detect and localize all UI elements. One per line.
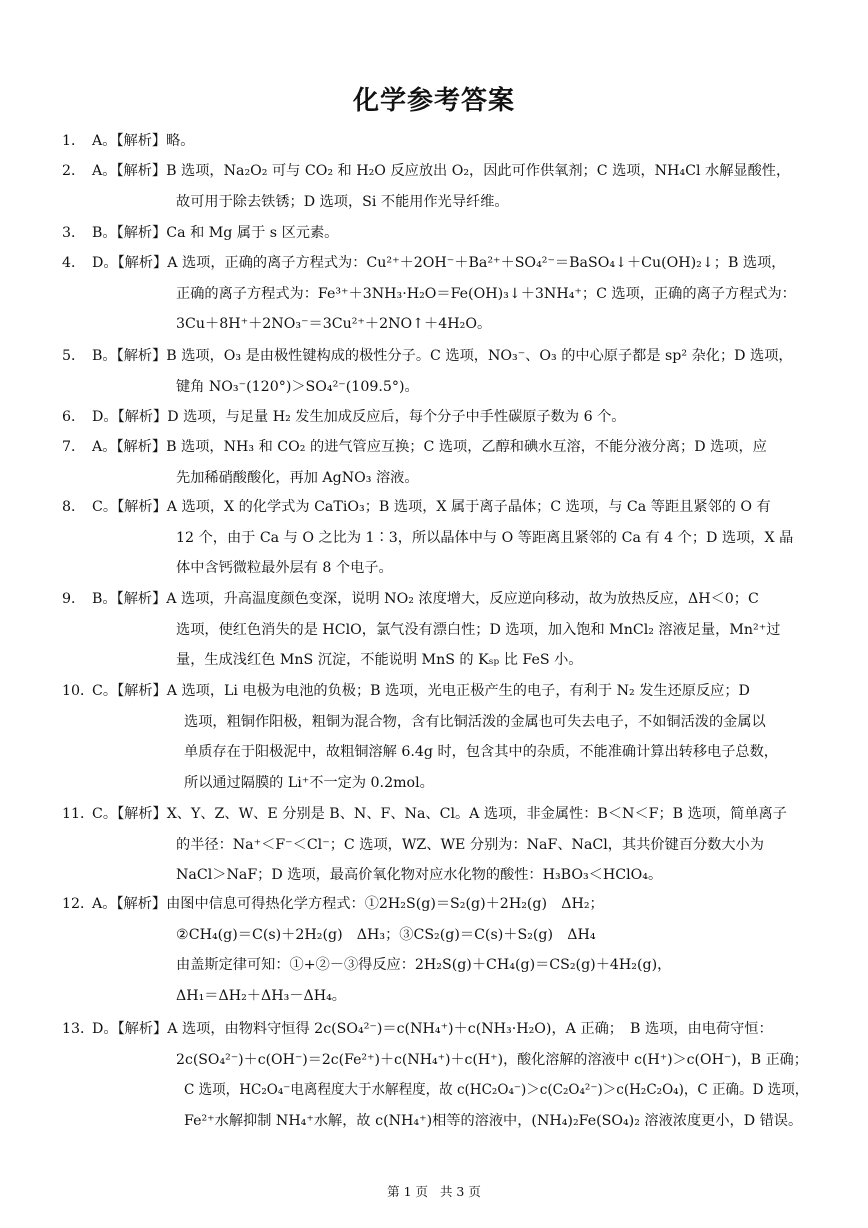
answer-line: 先加稀硝酸酸化，再加 AgNO₃ 溶液。 <box>176 469 419 486</box>
page-total: 共 3 页 <box>439 1184 481 1199</box>
answer-line: D。【解析】A 选项，正确的离子方程式为：Cu²⁺＋2OH⁻＋Ba²⁺＋SO₄²⁻＝BaSO₄↓＋Cu(OH)₂↓；B 选项， <box>92 255 786 271</box>
answer-line: A。【解析】B 选项，Na₂O₂ 可与 CO₂ 和 H₂O 反应放出 O₂，因此可作供氧剂；C 选项，NH₄Cl 水解显酸性， <box>92 163 791 179</box>
answer-number: 10． <box>62 683 95 699</box>
answer-line: 的半径：Na⁺＜F⁻＜Cl⁻；C 选项，WZ、WE 分别为：NaF、NaCl，其共价键百分数大小为 <box>176 836 764 853</box>
answer-line: 由盖斯定律可知：①+②－③得反应：2H₂S(g)＋CH₄(g)＝CS₂(g)＋4H₂(g)， <box>176 957 672 973</box>
answer-number: 4． <box>62 255 86 271</box>
answer-line: 所以通过隔膜的 Li⁺不一定为 0.2mol。 <box>184 774 434 791</box>
answer-number: 13． <box>62 1021 95 1037</box>
answer-line: 12 个，由于 Ca 与 O 之比为 1∶3，所以晶体中与 O 等距离且紧邻的 Ca 有 4 个；D 选项，X 晶 <box>176 529 794 546</box>
answer-line: 故可用于除去铁锈；D 选项，Si 不能用作光导纤维。 <box>176 193 509 210</box>
answer-line: NaCl＞NaF；D 选项，最高价氧化物对应水化物的酸性：H₃BO₃＜HClO₄。 <box>176 867 663 883</box>
answer-number: 6． <box>62 409 86 425</box>
answer-line: 体中含钙微粒最外层有 8 个电子。 <box>176 560 393 576</box>
answer-line: A。【解析】由图中信息可得热化学方程式：①2H₂S(g)＝S₂(g)＋2H₂(g) ΔH₂； <box>92 896 604 912</box>
answer-number: 8． <box>62 499 86 515</box>
page-title: 化学参考答案 <box>352 86 515 116</box>
answer-line: 选项，粗铜作阳极，粗铜为混合物，含有比铜活泼的金属也可失去电子，不如铜活泼的金属以 <box>184 713 766 730</box>
answer-number: 2． <box>62 163 86 179</box>
answer-line: D。【解析】D 选项，与足量 H₂ 发生加成反应后，每个分子中手性碳原子数为 6 个。 <box>92 409 626 425</box>
answer-line: C。【解析】X、Y、Z、W、E 分别是 B、N、F、Na、Cl。A 选项，非金属性：B＜N＜F；B 选项，简单离子 <box>92 806 787 822</box>
answer-line: B。【解析】B 选项，O₃ 是由极性键构成的极性分子。C 选项，NO₃⁻、O₃ 的中心原子都是 sp² 杂化；D 选项， <box>92 348 793 364</box>
page-number: 第 1 页 <box>387 1184 429 1199</box>
answer-number: 5． <box>62 348 86 364</box>
answer-line: A。【解析】略。 <box>92 133 195 149</box>
answer-line: C 选项，HC₂O₄⁻电离程度大于水解程度，故 c(HC₂O₄⁻)＞c(C₂O₄²⁻)＞c(H₂C₂O₄)，C 正确。D 选项， <box>184 1082 809 1098</box>
answer-line: 2c(SO₄²⁻)＋c(OH⁻)＝2c(Fe²⁺)＋c(NH₄⁺)＋c(H⁺)，酸化溶解的溶液中 c(H⁺)＞c(OH⁻)，B 正确； <box>176 1051 808 1068</box>
answer-line: D。【解析】A 选项，由物料守恒得 2c(SO₄²⁻)＝c(NH₄⁺)＋c(NH₃·H₂O)，A 正确； B 选项，由电荷守恒： <box>92 1021 773 1037</box>
answer-number: 3． <box>62 225 86 241</box>
answer-line: 选项，使红色消失的是 HClO，氯气没有漂白性；D 选项，加入饱和 MnCl₂ 溶液足量，Mn²⁺过 <box>176 621 781 638</box>
answer-line: 单质存在于阳极泥中，故粗铜溶解 6.4g 时，包含其中的杂质，不能准确计算出转移电子总数， <box>184 744 778 760</box>
answer-line: A。【解析】B 选项，NH₃ 和 CO₂ 的进气管应互换；C 选项，乙醇和碘水互溶，不能分液分离；D 选项，应 <box>92 439 767 455</box>
answer-number: 1． <box>62 133 86 149</box>
answer-line: C。【解析】A 选项，Li 电极为电池的负极；B 选项，光电正极产生的电子，有利于 N₂ 发生还原反应；D <box>92 683 750 699</box>
answer-line: B。【解析】A 选项，升高温度颜色变深，说明 NO₂ 浓度增大，反应逆向移动，故为放热反应，ΔH＜0；C <box>92 591 759 607</box>
answer-number: 7． <box>62 439 86 455</box>
answer-line: 键角 NO₃⁻(120°)＞SO₄²⁻(109.5°)。 <box>176 378 419 395</box>
answer-line: 量，生成浅红色 MnS 沉淀，不能说明 MnS 的 Kₛₚ 比 FeS 小。 <box>176 652 583 668</box>
answer-line: 3Cu＋8H⁺＋2NO₃⁻＝3Cu²⁺＋2NO↑＋4H₂O。 <box>176 316 492 332</box>
answer-number: 12． <box>62 896 95 912</box>
answer-line: ②CH₄(g)＝C(s)＋2H₂(g) ΔH₃；③CS₂(g)＝C(s)＋S₂(g) ΔH₄ <box>176 926 596 943</box>
answer-number: 11． <box>62 806 95 822</box>
answer-line: B。【解析】Ca 和 Mg 属于 s 区元素。 <box>92 225 339 241</box>
answer-line: ΔH₁＝ΔH₂＋ΔH₃－ΔH₄。 <box>176 987 346 1004</box>
page-footer <box>0 1182 868 1200</box>
answer-line: C。【解析】A 选项，X 的化学式为 CaTiO₃；B 选项，X 属于离子晶体；C 选项，与 Ca 等距且紧邻的 O 有 <box>92 499 771 515</box>
answer-line: Fe²⁺水解抑制 NH₄⁺水解，故 c(NH₄⁺)相等的溶液中，(NH₄)₂Fe(SO₄)₂ 溶液浓度更小，D 错误。 <box>184 1112 803 1129</box>
answer-line: 正确的离子方程式为：Fe³⁺＋3NH₃·H₂O＝Fe(OH)₃↓＋3NH₄⁺；C 选项，正确的离子方程式为： <box>176 285 796 302</box>
answer-number: 9． <box>62 591 86 607</box>
